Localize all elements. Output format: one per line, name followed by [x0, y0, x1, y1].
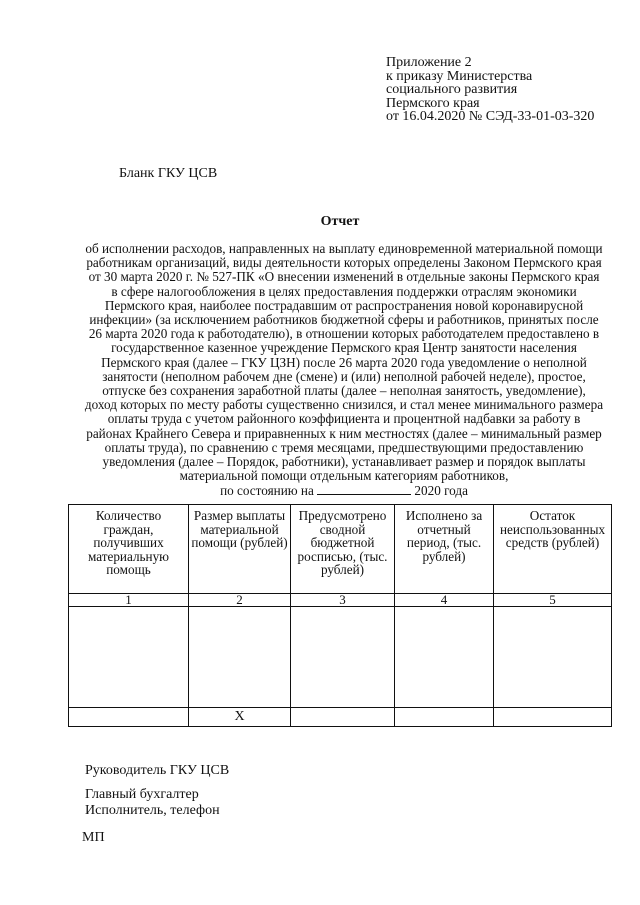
table-row — [69, 708, 612, 727]
signature-accountant: Главный бухгалтер — [85, 787, 199, 802]
as-of-suffix: 2020 года — [414, 483, 468, 499]
header-cell: Количество граждан, получивших материальную помощь — [69, 505, 189, 594]
column-number: 1 — [69, 594, 189, 607]
table-number-row — [69, 594, 612, 607]
description-line: в сфере налогообложения в целях предоставления поддержки отраслям экономики — [111, 283, 577, 299]
not-applicable-mark: X — [189, 708, 291, 727]
description-line: об исполнении расходов, направленных на выплату единовременной материальной помощи — [85, 241, 603, 256]
appendix-line: Приложение 2 — [386, 55, 472, 70]
description-line: работникам организаций, виды деятельности которых определены Законом Пермского края — [86, 255, 602, 271]
appendix-line: от 16.04.2020 № СЭД-33-01-03-320 — [386, 109, 595, 124]
table-cell — [291, 708, 395, 727]
date-blank-line — [317, 483, 411, 495]
description-line: от 30 марта 2020 г. № 527-ПК «О внесении изменений в отдельные законы Пермского края — [88, 269, 600, 285]
header-cell: Остаток неиспользованных средств (рублей) — [494, 505, 612, 594]
description-line: отпуске без сохранения заработной платы (далее – неполная занятость, уведомление), — [102, 383, 586, 399]
table-cell — [69, 607, 189, 708]
description-line: государственное казенное учреждение Пермского края Центр занятости населения — [111, 340, 577, 356]
appendix-block — [386, 56, 594, 124]
appendix-line: к приказу Министерства — [386, 68, 533, 84]
report-description — [70, 242, 618, 499]
signature-executor: Исполнитель, телефон — [85, 803, 220, 818]
table-cell — [494, 607, 612, 708]
appendix-line: социального развития — [386, 82, 518, 97]
document-title: Отчет — [320, 214, 360, 229]
stamp-label: МП — [82, 830, 105, 845]
as-of-line — [70, 483, 618, 498]
header-cell: Размер выплаты материальной помощи (рублей) — [189, 505, 291, 594]
column-number: 5 — [494, 594, 612, 607]
table-cell — [494, 708, 612, 727]
description-line: доход которых по месту работы существенно снизился, и стал менее минимального размера — [84, 397, 604, 413]
description-line: оплаты труда), по сравнению с тремя месяцами, предшествующими предоставлению — [104, 439, 584, 455]
description-line: Пермского края (далее – ГКУ ЦЗН) после 26 марта 2020 года уведомление о неполной — [101, 354, 587, 370]
description-line: Пермского края, наиболее пострадавшим от распространения новой коронавирусной — [104, 297, 584, 313]
as-of-prefix: по состоянию на — [220, 483, 314, 499]
description-line: инфекции» (за исключением работников бюджетной сферы и работников, принятых после — [89, 312, 599, 328]
appendix-line: Пермского края — [386, 95, 480, 111]
table-cell — [189, 607, 291, 708]
description-line: материальной помощи отдельным категориям работников, — [179, 468, 509, 484]
description-line: районах Крайнего Севера и приравненных к ним местностях (далее – минимальный размер — [86, 425, 602, 441]
table-header-row — [69, 505, 612, 594]
column-number: 2 — [189, 594, 291, 607]
description-line: уведомления (далее – Порядок, работники), устанавливает размер и порядок выплаты — [102, 454, 586, 470]
header-cell: Предусмотрено сводной бюджетной росписью, (тыс. рублей) — [291, 505, 395, 594]
header-cell: Исполнено за отчетный период, (тыс. рублей) — [395, 505, 494, 594]
column-number: 4 — [395, 594, 494, 607]
description-line: 26 марта 2020 года к работодателю), в отношении которых работодателем предоставлено в — [88, 326, 600, 342]
table-cell — [291, 607, 395, 708]
description-line: оплаты труда с учетом районного коэффициента и процентной надбавки за работу в — [107, 411, 581, 427]
column-number: 3 — [291, 594, 395, 607]
table-cell — [69, 708, 189, 727]
table-row — [69, 607, 612, 708]
report-table — [68, 504, 612, 727]
blank-label: Бланк ГКУ ЦСВ — [119, 166, 218, 181]
table-cell — [395, 708, 494, 727]
table-cell — [395, 607, 494, 708]
signature-head: Руководитель ГКУ ЦСВ — [85, 763, 230, 778]
description-line: занятости (неполном рабочем дне (смене) и (или) неполной рабочей неделе), простое, — [102, 368, 586, 384]
